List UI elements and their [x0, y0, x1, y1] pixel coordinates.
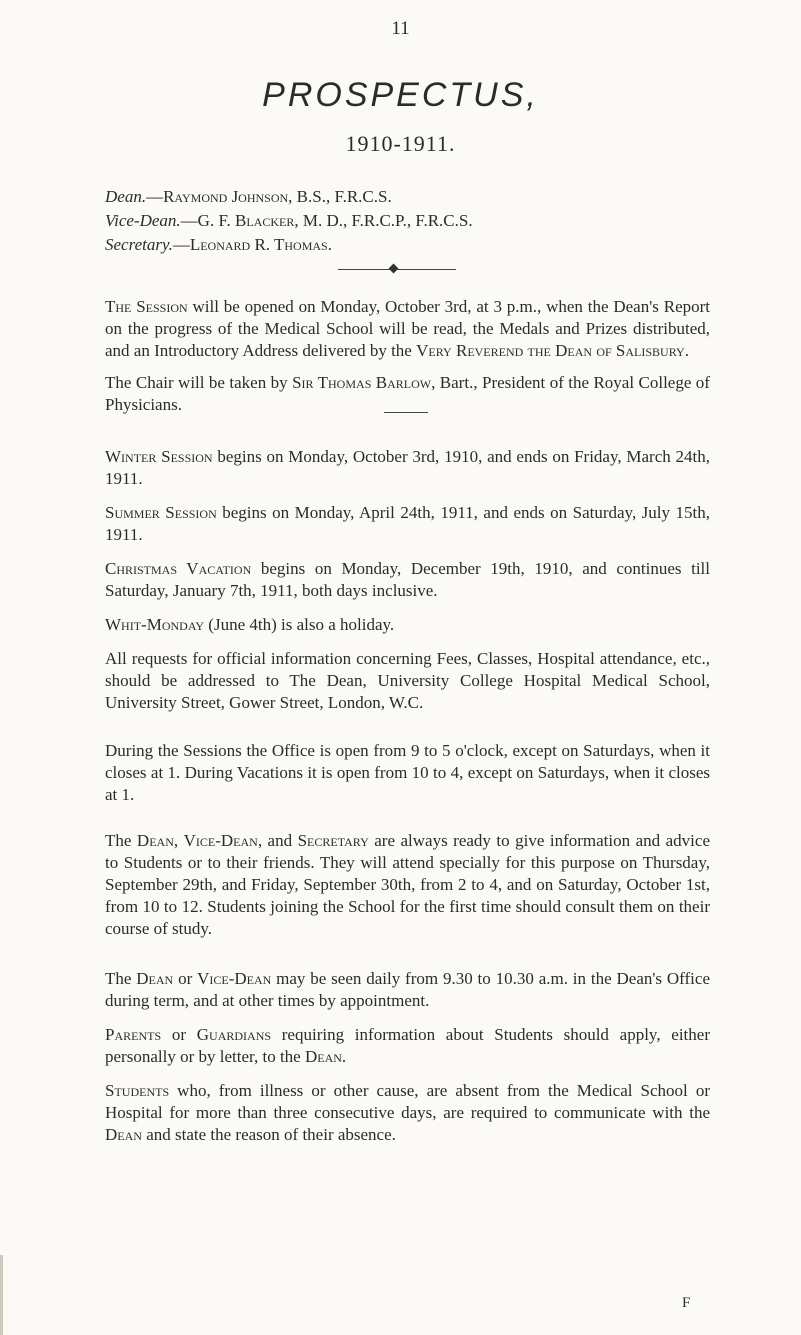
chair-paragraph: The Chair will be taken by Sir Thomas Barlow, Bart., President of the Royal College of Physicians. [105, 373, 710, 414]
page-number: 11 [391, 18, 410, 39]
diamond-ornament-icon [389, 264, 399, 274]
officer-role: Dean. [105, 187, 147, 206]
officer-name: G. F. Blacker, M. D., F.R.C.P., F.R.C.S. [197, 211, 473, 230]
short-rule [384, 412, 428, 413]
officer-name: Leonard R. Thomas. [189, 235, 332, 254]
parents-paragraph: Parents or Guardians requiring information about Students should apply, either personally or by letter, to the Dean. [105, 1025, 710, 1066]
office-hours-paragraph: During the Sessions the Office is open from 9 to 5 o'clock, except on Saturdays, when it closes at 1. During Vacations it is open from 10 to 4, except on Saturdays, when it closes at 1. [105, 741, 710, 804]
officer-role: Secretary. [105, 235, 173, 254]
officer-name: Raymond Johnson, B.S., F.R.C.S. [163, 187, 392, 206]
academic-years: 1910-1911. [345, 131, 456, 156]
session-paragraph: The Session will be opened on Monday, October 3rd, at 3 p.m., when the Dean's Report on the progress of the Medical School will be read, the Medals and Prizes distributed, and an Introductory Address delivered by the Very Reverend the Dean of Salisbury. [105, 297, 710, 360]
officer-role: Vice-Dean. [105, 211, 181, 230]
page-edge-shadow [0, 1255, 3, 1335]
officer-secretary: Secretary.—Leonard R. Thomas. [105, 235, 332, 254]
signature-mark: F [682, 1295, 691, 1311]
winter-session-paragraph: Winter Session begins on Monday, October 3rd, 1910, and ends on Friday, March 24th, 1911. [105, 447, 710, 488]
daily-hours-paragraph: The Dean or Vice-Dean may be seen daily from 9.30 to 10.30 a.m. in the Dean's Office during term, and at other times by appointment. [105, 969, 710, 1010]
summer-session-paragraph: Summer Session begins on Monday, April 24th, 1911, and ends on Saturday, July 15th, 1911. [105, 503, 710, 544]
officers-list [105, 185, 725, 257]
whit-monday-paragraph: Whit-Monday (June 4th) is also a holiday. [105, 615, 395, 634]
page-title: PROSPECTUS, [262, 76, 539, 114]
officer-vice-dean: Vice-Dean.—G. F. Blacker, M. D., F.R.C.P., F.R.C.S. [105, 211, 473, 230]
officer-dean: Dean.—Raymond Johnson, B.S., F.R.C.S. [105, 187, 392, 206]
students-paragraph: Students who, from illness or other cause, are absent from the Medical School or Hospital for more than three consecutive days, are required to communicate with the Dean and state the reason of their absence. [105, 1081, 710, 1144]
christmas-vacation-paragraph: Christmas Vacation begins on Monday, December 19th, 1910, and continues till Saturday, January 7th, 1911, both days inclusive. [105, 559, 710, 600]
ornamental-divider [338, 269, 456, 270]
advice-paragraph: The Dean, Vice-Dean, and Secretary are always ready to give information and advice to Students or to their friends. They will attend specially for this purpose on Thursday, September 29th, and Friday, September 30th, from 2 to 4, and on Saturday, October 1st, from 10 to 12. Students joining the School for the first time should consult them on their course of study. [105, 831, 710, 938]
requests-paragraph: All requests for official information concerning Fees, Classes, Hospital attendance, etc., should be addressed to The Dean, University College Hospital Medical School, University Street, Gower Street, London, W.C. [105, 649, 710, 712]
